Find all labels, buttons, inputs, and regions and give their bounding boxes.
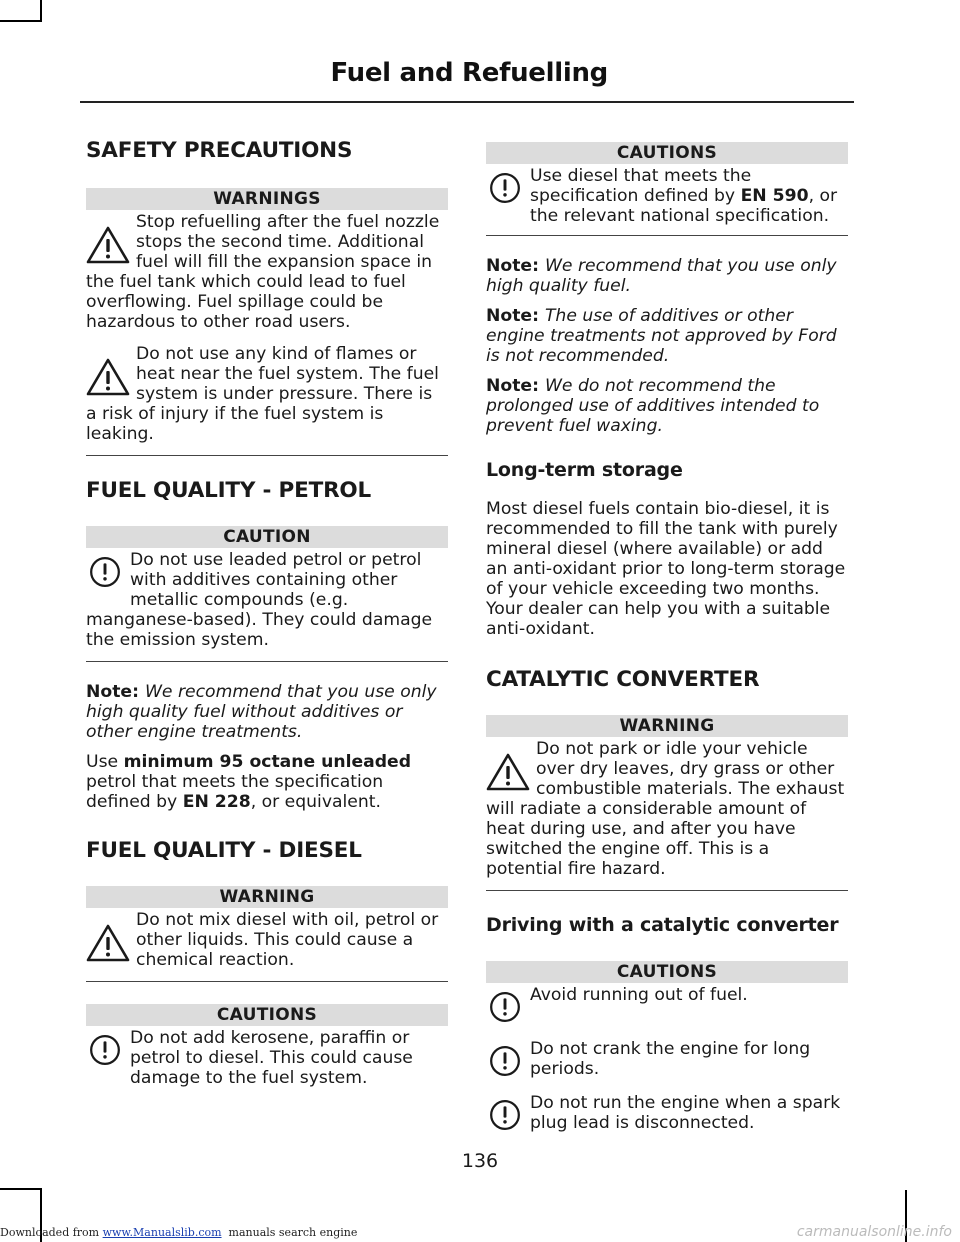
warning-item [86, 910, 448, 970]
note-label: Note: [86, 682, 145, 702]
fuel-quality-petrol-heading: FUEL QUALITY - PETROL [86, 478, 372, 503]
warning-item [86, 344, 448, 444]
text-span: Downloaded from [0, 1226, 103, 1239]
note-text: We recommend that you use only high quality fuel without additives or other engine treatments. [86, 682, 437, 742]
petrol-spec-paragraph [86, 752, 448, 812]
caution-circle-icon [486, 987, 524, 1027]
safety-warnings-block [86, 188, 448, 456]
caution-item [86, 1028, 448, 1088]
text-span: manuals search engine [221, 1226, 358, 1239]
warning-item [486, 739, 848, 879]
caution-item [486, 166, 848, 226]
caution-circle-icon [486, 1095, 524, 1135]
cautions-bar: CAUTIONS [486, 961, 848, 983]
text-span: petrol that meets the specification defined by [86, 772, 384, 812]
crop-mark [40, 0, 42, 20]
diesel-note [486, 306, 848, 366]
caution-text [486, 166, 848, 226]
warning-bar: WARNING [86, 886, 448, 908]
en228-spec: EN 228 [182, 792, 251, 812]
diesel-cautions-block [86, 1004, 448, 1099]
header-divider [80, 101, 854, 103]
text-span: , or the relevant national specification. [530, 186, 838, 226]
petrol-caution-block [86, 526, 448, 662]
driving-catalytic-heading: Driving with a catalytic converter [486, 914, 839, 936]
caution-item [486, 985, 848, 1027]
caution-text: Do not run the engine when a spark plug lead is disconnected. [530, 1093, 841, 1133]
warning-triangle-icon [86, 225, 130, 265]
caution-item [486, 1039, 848, 1081]
manualslib-link[interactable]: www.Manualslib.com [102, 1226, 222, 1239]
caution-circle-icon [86, 1030, 124, 1070]
warning-triangle-icon [86, 923, 130, 963]
en590-spec: EN 590 [740, 186, 809, 206]
caution-item [86, 550, 448, 650]
text-span: Use [86, 752, 124, 772]
crop-mark [0, 20, 42, 22]
warning-text: Do not use any kind of flames or heat near the fuel system. The fuel system is under pressure. There is a risk of injury if the fuel system is leaking. [86, 344, 439, 444]
driving-cautions-block [486, 961, 848, 1146]
warning-text: Stop refuelling after the fuel nozzle stops the second time. Additional fuel will fill the expansion space in the fuel tank which could lead to fuel overflowing. Fuel spillage could be hazardous to other road users. [86, 212, 440, 332]
caution-text: Avoid running out of fuel. [530, 985, 748, 1005]
long-term-storage-heading: Long-term storage [486, 459, 683, 481]
diesel-spec-cautions-block [486, 142, 848, 236]
watermark: carmanualsonline.info [796, 1224, 952, 1240]
note-label: Note: [486, 256, 545, 276]
warning-text: Do not mix diesel with oil, petrol or other liquids. This could cause a chemical reaction. [136, 910, 439, 970]
note-label: Note: [486, 376, 545, 396]
note-text: The use of additives or other engine treatments not approved by Ford is not recommended. [486, 306, 837, 366]
note-label: Note: [486, 306, 545, 326]
caution-circle-icon [86, 552, 124, 592]
crop-mark [0, 1188, 42, 1190]
caution-circle-icon [486, 1041, 524, 1081]
fuel-quality-diesel-heading: FUEL QUALITY - DIESEL [86, 838, 362, 863]
note-text: We do not recommend the prolonged use of additives intended to prevent fuel waxing. [486, 376, 820, 436]
long-term-storage-text: Most diesel fuels contain bio-diesel, it is recommended to fill the tank with purely mineral diesel (where available) or add an anti-oxidant prior to long-term storage of your vehicle exceeding two months. Your dealer can help you with a suitable anti-oxidant. [486, 499, 846, 639]
warning-item [86, 212, 448, 332]
octane-spec: minimum 95 octane unleaded [123, 752, 412, 772]
warning-triangle-icon [86, 357, 130, 397]
catalytic-warning-block [486, 715, 848, 891]
diesel-note [486, 256, 848, 296]
page-number: 136 [461, 1150, 499, 1172]
caution-bar: CAUTION [86, 526, 448, 548]
petrol-note [86, 682, 448, 742]
page-title: Fuel and Refuelling [330, 58, 608, 88]
cautions-bar: CAUTIONS [86, 1004, 448, 1026]
text-span: Use diesel that meets the specification defined by [530, 166, 752, 206]
catalytic-converter-heading: CATALYTIC CONVERTER [486, 667, 760, 692]
diesel-note [486, 376, 848, 436]
text-span: , or equivalent. [250, 792, 381, 812]
caution-circle-icon [486, 168, 524, 208]
left-column [86, 138, 448, 1099]
right-column [486, 142, 848, 1146]
safety-precautions-heading: SAFETY PRECAUTIONS [86, 138, 353, 163]
diesel-warning-block [86, 886, 448, 982]
caution-item [486, 1093, 848, 1135]
warning-text: Do not park or idle your vehicle over dry leaves, dry grass or other combustible materials. The exhaust will radiate a considerable amount of heat during use, and after you have switched the engine off. This is a potential fire hazard. [486, 739, 845, 879]
warnings-bar: WARNINGS [86, 188, 448, 210]
note-text: We recommend that you use only high quality fuel. [486, 256, 837, 296]
caution-text: Do not use leaded petrol or petrol with additives containing other metallic compounds (e.g. manganese-based). They could damage the emission system. [86, 550, 433, 650]
warning-triangle-icon [486, 752, 530, 792]
caution-text: Do not crank the engine for long periods. [530, 1039, 811, 1079]
cautions-bar: CAUTIONS [486, 142, 848, 164]
download-footer [0, 1226, 357, 1239]
caution-text: Do not add kerosene, paraffin or petrol to diesel. This could cause damage to the fuel system. [130, 1028, 413, 1088]
warning-bar: WARNING [486, 715, 848, 737]
